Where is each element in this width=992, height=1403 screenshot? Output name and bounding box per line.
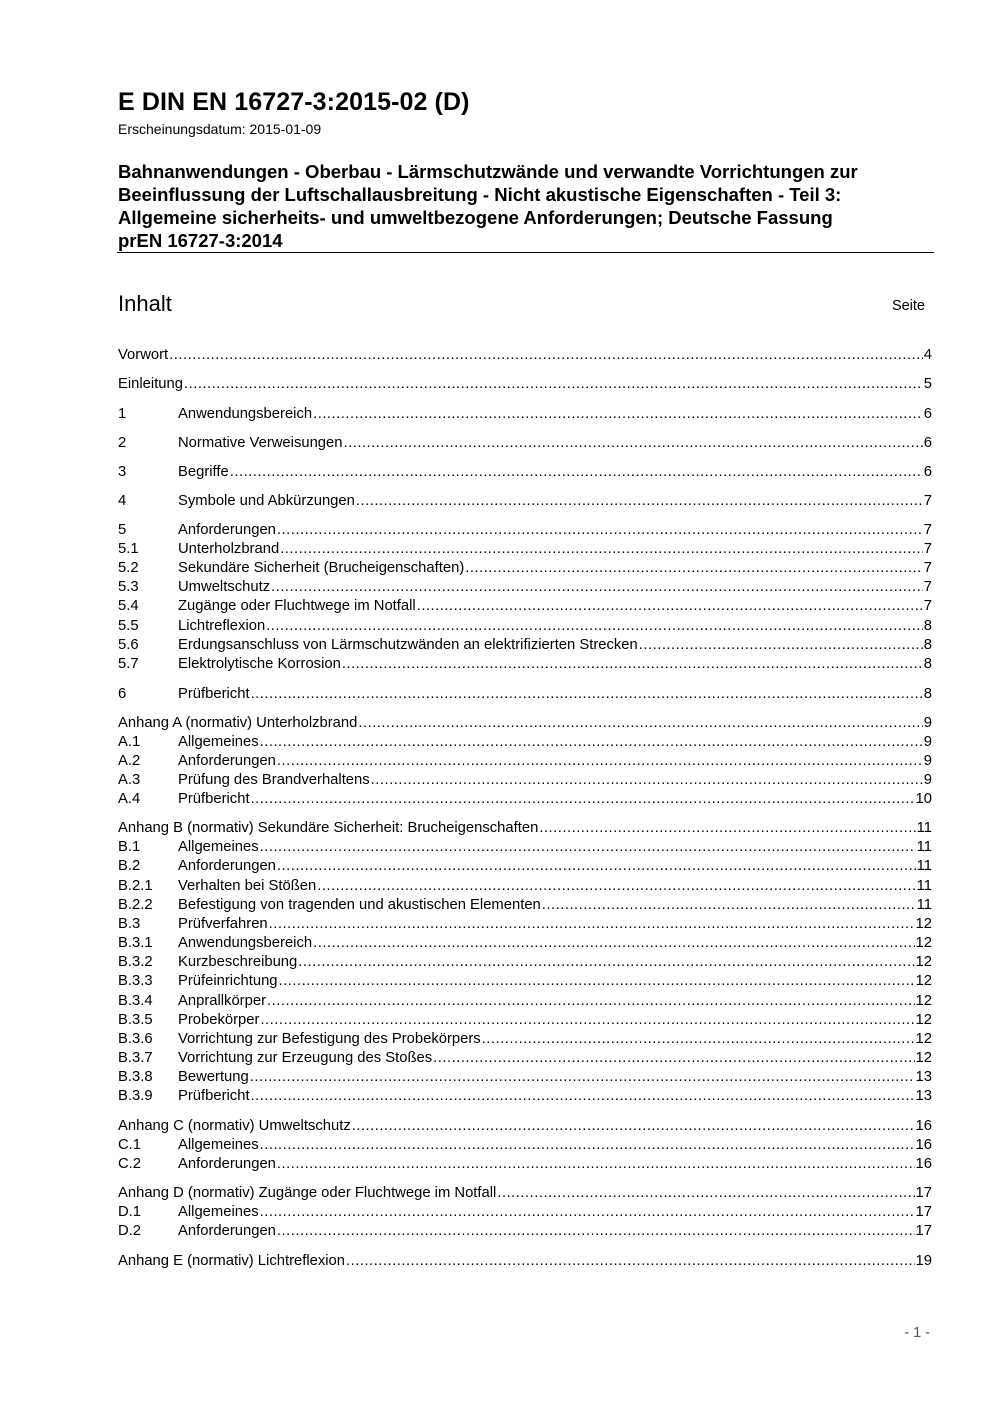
toc-entry-number: C.2 xyxy=(118,1156,142,1172)
toc-entry-label: Vorwort xyxy=(118,347,169,363)
toc-entry-number: B.3.4 xyxy=(118,993,153,1009)
toc-entry-label: Kurzbeschreibung xyxy=(178,954,298,970)
toc-entry[interactable] xyxy=(118,857,932,876)
toc-entry[interactable] xyxy=(118,1136,932,1155)
document-id: E DIN EN 16727-3:2015-02 (D) xyxy=(118,88,470,116)
toc-entry-number: B.3.8 xyxy=(118,1069,153,1085)
toc-entry-label: Prüfbericht xyxy=(178,686,250,702)
toc-entry[interactable] xyxy=(118,521,932,540)
toc-entry[interactable] xyxy=(118,434,932,453)
toc-entry-page: 11 xyxy=(916,897,932,913)
publication-date: Erscheinungsdatum: 2015-01-09 xyxy=(118,121,322,137)
toc-entry-number: 3 xyxy=(118,464,127,480)
toc-entry[interactable] xyxy=(118,636,932,655)
toc-entry-leader xyxy=(251,685,923,704)
toc-entry-page: 6 xyxy=(923,435,932,451)
toc-entry-label: Vorrichtung zur Erzeugung des Stoßes xyxy=(178,1050,433,1066)
toc-entry-page: 6 xyxy=(923,406,932,422)
toc-entry-page: 16 xyxy=(915,1137,932,1153)
toc-entry[interactable] xyxy=(118,375,932,394)
title-line: prEN 16727-3:2014 xyxy=(118,230,283,251)
toc-entry[interactable] xyxy=(118,559,932,578)
toc-entry-page: 7 xyxy=(923,579,932,595)
toc-entry-page: 8 xyxy=(923,686,932,702)
title-line: Bahnanwendungen - Oberbau - Lärmschutzwände und verwandte Vorrichtungen zur xyxy=(118,161,858,182)
toc-entry-leader xyxy=(542,896,916,915)
toc-entry-page: 9 xyxy=(923,753,932,769)
toc-entry[interactable] xyxy=(118,819,932,838)
toc-entry-number: 5.4 xyxy=(118,598,139,614)
toc-entry-label: Anhang E (normativ) Lichtreflexion xyxy=(118,1253,345,1269)
toc-entry-leader xyxy=(251,1087,915,1106)
toc-entry-page: 17 xyxy=(915,1204,932,1220)
toc-entry-leader xyxy=(277,1155,915,1174)
toc-entry-number: 2 xyxy=(118,435,127,451)
toc-entry-number: A.2 xyxy=(118,753,141,769)
toc-entry-label: Erdungsanschluss von Lärmschutzwänden an elektrifizierten Strecken xyxy=(178,637,638,653)
toc-entry-label: Vorrichtung zur Befestigung des Probekörpers xyxy=(178,1031,481,1047)
toc-entry-page: 7 xyxy=(923,541,932,557)
toc-entry-page: 7 xyxy=(923,598,932,614)
toc-entry-leader xyxy=(279,972,915,991)
toc-entry-page: 17 xyxy=(915,1185,932,1201)
toc-entry[interactable] xyxy=(118,1030,932,1049)
toc-entry[interactable] xyxy=(118,597,932,616)
toc-entry-page: 7 xyxy=(923,560,932,576)
toc-entry-label: Bewertung xyxy=(178,1069,249,1085)
toc-entry-label: Probekörper xyxy=(178,1012,260,1028)
toc-entry-label: Elektrolytische Korrosion xyxy=(178,656,341,672)
toc-entry-page: 11 xyxy=(916,820,932,836)
toc-entry[interactable] xyxy=(118,972,932,991)
toc-entry-number: B.3.7 xyxy=(118,1050,153,1066)
toc-entry-leader xyxy=(271,578,923,597)
toc-entry-leader xyxy=(639,636,923,655)
toc-entry-number: B.3 xyxy=(118,916,141,932)
toc-entry-number: 5 xyxy=(118,522,127,538)
toc-entry-page: 13 xyxy=(915,1069,932,1085)
toc-entry-page: 12 xyxy=(915,954,932,970)
toc-entry-label: Prüfbericht xyxy=(178,1088,250,1104)
toc-entry-label: Prüfung des Brandverhaltens xyxy=(178,772,370,788)
toc-entry-number: 5.7 xyxy=(118,656,139,672)
toc-entry-number: 5.1 xyxy=(118,541,139,557)
toc-entry-label: Anforderungen xyxy=(178,522,276,538)
toc-entry[interactable] xyxy=(118,540,932,559)
toc-entry[interactable] xyxy=(118,752,932,771)
toc-entry-label: Anforderungen xyxy=(178,753,276,769)
toc-entry[interactable] xyxy=(118,953,932,972)
toc-entry-page: 19 xyxy=(915,1253,932,1269)
toc-entry-label: Umweltschutz xyxy=(178,579,271,595)
toc-entry-number: B.1 xyxy=(118,839,141,855)
toc-entry-label: Lichtreflexion xyxy=(178,618,266,634)
toc-entry-leader xyxy=(260,1203,915,1222)
toc-entry-page: 9 xyxy=(923,734,932,750)
toc-entry-number: B.2 xyxy=(118,858,141,874)
toc-entry-page: 11 xyxy=(916,878,932,894)
toc-entry-label: Einleitung xyxy=(118,376,183,392)
toc-entry-leader xyxy=(267,992,915,1011)
toc-entry-leader xyxy=(465,559,923,578)
toc-entry-number: B.2.2 xyxy=(118,897,153,913)
toc-entry[interactable] xyxy=(118,685,932,704)
toc-entry[interactable] xyxy=(118,733,932,752)
toc-entry-page: 8 xyxy=(923,656,932,672)
toc-entry-label: Sekundäre Sicherheit (Brucheigenschaften) xyxy=(178,560,465,576)
title-divider xyxy=(117,252,934,253)
toc-entry-page: 11 xyxy=(916,839,932,855)
toc-entry-number: D.1 xyxy=(118,1204,142,1220)
toc-entry[interactable] xyxy=(118,992,932,1011)
toc-entry-label: Verhalten bei Stößen xyxy=(178,878,317,894)
toc-entry-number: 5.5 xyxy=(118,618,139,634)
toc-entry-label: Befestigung von tragenden und akustischen Elementen xyxy=(178,897,541,913)
toc-entry-page: 5 xyxy=(923,376,932,392)
toc-entry-leader xyxy=(313,405,923,424)
toc-entry-number: C.1 xyxy=(118,1137,142,1153)
toc-entry[interactable] xyxy=(118,1222,932,1241)
toc-entry-leader xyxy=(342,655,923,674)
toc-entry-label: Zugänge oder Fluchtwege im Notfall xyxy=(178,598,416,614)
toc-entry[interactable] xyxy=(118,1087,932,1106)
toc-entry[interactable] xyxy=(118,1203,932,1222)
toc-entry-number: 6 xyxy=(118,686,127,702)
toc-entry[interactable] xyxy=(118,655,932,674)
toc-entry-page: 9 xyxy=(923,772,932,788)
toc-entry[interactable] xyxy=(118,405,932,424)
toc-entry-leader xyxy=(277,752,923,771)
toc-entry[interactable] xyxy=(118,346,932,365)
toc-entry-leader xyxy=(260,1136,915,1155)
toc-entry-page: 12 xyxy=(915,993,932,1009)
toc-entry-page: 12 xyxy=(915,1031,932,1047)
toc-entry[interactable] xyxy=(118,790,932,809)
toc-entry-leader xyxy=(433,1049,914,1068)
toc-entry[interactable] xyxy=(118,1117,932,1136)
toc-entry-label: Allgemeines xyxy=(178,1137,259,1153)
toc-entry-page: 9 xyxy=(923,715,932,731)
toc-entry-page: 8 xyxy=(923,618,932,634)
toc-entry-number: B.3.1 xyxy=(118,935,153,951)
toc-entry-number: 5.6 xyxy=(118,637,139,653)
toc-entry-label: Anwendungsbereich xyxy=(178,935,313,951)
toc-entry-leader xyxy=(266,617,923,636)
toc-entry-page: 10 xyxy=(915,791,932,807)
toc-entry-leader xyxy=(230,463,923,482)
toc-entry-page: 4 xyxy=(923,347,932,363)
toc-entry-leader xyxy=(344,434,923,453)
toc-entry-leader xyxy=(169,346,923,365)
toc-entry-leader xyxy=(417,597,923,616)
toc-entry[interactable] xyxy=(118,617,932,636)
toc-entry-number: B.3.9 xyxy=(118,1088,153,1104)
toc-entry-label: Allgemeines xyxy=(178,839,259,855)
toc-entry-label: Anhang A (normativ) Unterholzbrand xyxy=(118,715,358,731)
toc-entry-number: 5.2 xyxy=(118,560,139,576)
toc-entry-number: 1 xyxy=(118,406,127,422)
toc-entry[interactable] xyxy=(118,714,932,733)
toc-entry-leader xyxy=(371,771,923,790)
toc-entry-page: 6 xyxy=(923,464,932,480)
title-line: Allgemeine sicherheits- und umweltbezogene Anforderungen; Deutsche Fassung xyxy=(118,207,833,228)
toc-entry-number: B.3.5 xyxy=(118,1012,153,1028)
toc-entry[interactable] xyxy=(118,1184,932,1203)
toc-entry-number: A.4 xyxy=(118,791,141,807)
toc-entry-label: Prüfverfahren xyxy=(178,916,268,932)
page-number: - 1 - xyxy=(904,1325,930,1341)
toc-entry-number: B.3.6 xyxy=(118,1031,153,1047)
toc-entry-page: 13 xyxy=(915,1088,932,1104)
toc-entry-leader xyxy=(250,1068,915,1087)
toc-entry-leader xyxy=(298,953,914,972)
toc-entry-page: 12 xyxy=(915,935,932,951)
toc-entry-leader xyxy=(352,1117,915,1136)
toc-entry[interactable] xyxy=(118,877,932,896)
toc-entry[interactable] xyxy=(118,934,932,953)
toc-entry-number: A.3 xyxy=(118,772,141,788)
toc-entry-label: Anforderungen xyxy=(178,1223,276,1239)
toc-entry[interactable] xyxy=(118,463,932,482)
toc-entry[interactable] xyxy=(118,1049,932,1068)
toc-entry-label: Normative Verweisungen xyxy=(178,435,343,451)
toc-entry-number: D.2 xyxy=(118,1223,142,1239)
toc-entry-label: Prüfbericht xyxy=(178,791,250,807)
toc-entry-label: Allgemeines xyxy=(178,734,259,750)
toc-entry-number: A.1 xyxy=(118,734,141,750)
toc-entry-leader xyxy=(317,877,915,896)
toc-entry-number: B.3.2 xyxy=(118,954,153,970)
toc-entry-leader xyxy=(497,1184,914,1203)
toc-entry-leader xyxy=(346,1252,915,1271)
toc-entry-leader xyxy=(251,790,915,809)
toc-entry-page: 7 xyxy=(923,522,932,538)
toc-entry-leader xyxy=(184,375,923,394)
toc-entry-page: 12 xyxy=(915,1012,932,1028)
toc-entry-leader xyxy=(539,819,915,838)
toc-entry[interactable] xyxy=(118,896,932,915)
toc-entry[interactable] xyxy=(118,492,932,511)
toc-entry[interactable] xyxy=(118,1011,932,1030)
toc-entry-page: 17 xyxy=(915,1223,932,1239)
toc-heading: Inhalt xyxy=(118,291,172,316)
toc-entry-label: Anprallkörper xyxy=(178,993,267,1009)
toc-entry-number: B.3.3 xyxy=(118,973,153,989)
toc-entry[interactable] xyxy=(118,1155,932,1174)
toc-entry-label: Symbole und Abkürzungen xyxy=(178,493,355,509)
toc-entry-label: Anforderungen xyxy=(178,1156,276,1172)
toc-entry[interactable] xyxy=(118,838,932,857)
toc-entry-leader xyxy=(277,521,923,540)
toc-entry-label: Anwendungsbereich xyxy=(178,406,313,422)
toc-entry-number: 5.3 xyxy=(118,579,139,595)
toc-entry-leader xyxy=(269,915,915,934)
toc-entry[interactable] xyxy=(118,578,932,597)
toc-entry-number: B.2.1 xyxy=(118,878,153,894)
toc-entry-number: 4 xyxy=(118,493,127,509)
toc-entry-leader xyxy=(280,540,923,559)
toc-entry-label: Prüfeinrichtung xyxy=(178,973,278,989)
toc-entry-label: Unterholzbrand xyxy=(178,541,280,557)
title-line: Beeinflussung der Luftschallausbreitung - Nicht akustische Eigenschaften - Teil 3: xyxy=(118,184,842,205)
toc-entry-leader xyxy=(277,1222,915,1241)
toc-entry-leader xyxy=(356,492,923,511)
toc-entry-page: 7 xyxy=(923,493,932,509)
toc-entry-leader xyxy=(260,838,916,857)
toc-entry-leader xyxy=(358,714,922,733)
toc-entry[interactable] xyxy=(118,1068,932,1087)
toc-entry-label: Begriffe xyxy=(178,464,229,480)
toc-entry-leader xyxy=(313,934,914,953)
toc-entry-page: 8 xyxy=(923,637,932,653)
toc-entry-leader xyxy=(260,1011,914,1030)
toc-entry-page: 12 xyxy=(915,916,932,932)
toc-entry-page: 11 xyxy=(916,858,932,874)
toc-entry[interactable] xyxy=(118,1252,932,1271)
toc-entry-page: 12 xyxy=(915,1050,932,1066)
toc-entry-label: Anforderungen xyxy=(178,858,276,874)
toc-entry-label: Anhang B (normativ) Sekundäre Sicherheit: Brucheigenschaften xyxy=(118,820,539,836)
document-title xyxy=(118,160,938,252)
toc-entry[interactable] xyxy=(118,771,932,790)
toc-page-column-label: Seite xyxy=(891,298,925,314)
toc-entry-leader xyxy=(260,733,923,752)
toc-entry-page: 16 xyxy=(915,1156,932,1172)
toc-entry-page: 12 xyxy=(915,973,932,989)
toc-entry-leader xyxy=(277,857,916,876)
toc-entry-label: Allgemeines xyxy=(178,1204,259,1220)
toc-entry-label: Anhang D (normativ) Zugänge oder Fluchtwege im Notfall xyxy=(118,1185,497,1201)
toc-entry-page: 16 xyxy=(915,1118,932,1134)
toc-entry[interactable] xyxy=(118,915,932,934)
toc-entry-label: Anhang C (normativ) Umweltschutz xyxy=(118,1118,351,1134)
toc-entry-leader xyxy=(482,1030,915,1049)
